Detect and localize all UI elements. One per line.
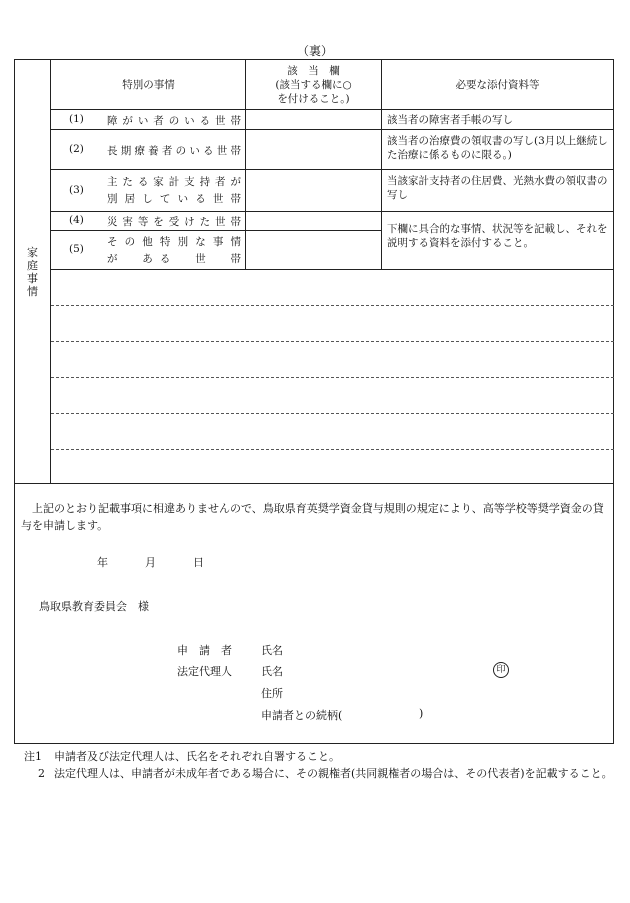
note-text: 法定代理人は、申請者が未成年者である場合に、その親権者(共同親権者の場合は、その代表者)を記載すること。 bbox=[54, 767, 613, 780]
grid-line bbox=[51, 169, 614, 170]
row-circumstance: 災害等を受けた世帯 bbox=[107, 216, 241, 228]
header-applicable-line: 該 当 欄 bbox=[287, 64, 340, 77]
grid-line bbox=[51, 109, 614, 110]
row-number: (3) bbox=[69, 184, 84, 196]
row-document: 該当者の治療費の領収書の写し(3月以上継続した治療に係るものに限る。) bbox=[387, 135, 608, 161]
writing-line bbox=[51, 377, 614, 378]
applicant-name-label: 氏名 bbox=[261, 644, 283, 657]
seal-mark: 印 bbox=[493, 662, 509, 678]
grid-line bbox=[51, 269, 614, 270]
side-label-char: 情 bbox=[27, 284, 38, 298]
writing-line bbox=[51, 305, 614, 306]
grid-line bbox=[51, 211, 614, 212]
note-item bbox=[24, 748, 616, 765]
row-circumstance: 別居している世帯 bbox=[107, 193, 241, 205]
row-document: 下欄に具合的な事情、状況等を記載し、それを説明する資料を添付すること。 bbox=[387, 223, 608, 249]
header-applicable-line: (該当する欄に○ bbox=[275, 78, 352, 91]
section-divider bbox=[15, 483, 613, 484]
row-circumstance: 主たる家計支持者が bbox=[107, 176, 241, 188]
note-text: 申請者及び法定代理人は、氏名をそれぞれ自署すること。 bbox=[54, 750, 340, 763]
declaration-statement: 上記のとおり記載事項に相違ありませんので、鳥取県育英奨学資金貸与規則の規定により、高等学校等奨学資金の貸与を申請します。 bbox=[21, 502, 604, 532]
row-circumstance: が ある 世 帯 bbox=[107, 253, 241, 265]
family-circumstances-label bbox=[15, 60, 51, 483]
row-circumstance: 障がい者のいる世帯 bbox=[107, 115, 241, 127]
relation-label: 申請者との続柄( bbox=[261, 709, 343, 722]
header-circumstance: 特別の事情 bbox=[122, 78, 175, 91]
notes bbox=[24, 748, 616, 782]
row-number: (2) bbox=[69, 143, 84, 155]
side-label-char: 庭 bbox=[27, 258, 38, 272]
side-label-char: 家 bbox=[27, 245, 38, 259]
page-title: （裏） bbox=[296, 44, 333, 58]
date-month: 月 bbox=[145, 556, 156, 569]
writing-line bbox=[51, 449, 614, 450]
guardian-label: 法定代理人 bbox=[177, 665, 232, 678]
row-document: 該当者の障害者手帳の写し bbox=[387, 114, 513, 126]
row-number: (1) bbox=[69, 113, 84, 125]
writing-line bbox=[51, 413, 614, 414]
date-day: 日 bbox=[193, 556, 204, 569]
header-applicable-line: を付けること。) bbox=[277, 92, 350, 105]
grid-line bbox=[51, 230, 381, 231]
addressee: 鳥取県教育委員会 様 bbox=[39, 600, 149, 613]
note-label: 2 bbox=[38, 767, 45, 780]
row-circumstance: その他特別な事情 bbox=[107, 236, 241, 248]
note-label: 注1 bbox=[24, 750, 42, 763]
relation-close: ) bbox=[419, 707, 424, 720]
row-document: 当該家計支持者の住居費、光熱水費の領収書の写し bbox=[387, 175, 608, 201]
header-documents: 必要な添付資料等 bbox=[455, 78, 540, 91]
date-year: 年 bbox=[97, 556, 108, 569]
row-number: (5) bbox=[69, 243, 84, 255]
note-item bbox=[24, 765, 616, 782]
guardian-name-label: 氏名 bbox=[261, 665, 283, 678]
side-label-char: 事 bbox=[27, 271, 38, 285]
address-label: 住所 bbox=[261, 687, 283, 700]
writing-line bbox=[51, 341, 614, 342]
application-form-frame bbox=[14, 59, 614, 744]
grid-line bbox=[51, 129, 614, 130]
header-applicable bbox=[246, 61, 381, 108]
applicant-label: 申 請 者 bbox=[177, 644, 232, 657]
row-circumstance: 長期療養者のいる世帯 bbox=[107, 145, 241, 157]
row-number: (4) bbox=[69, 214, 84, 226]
